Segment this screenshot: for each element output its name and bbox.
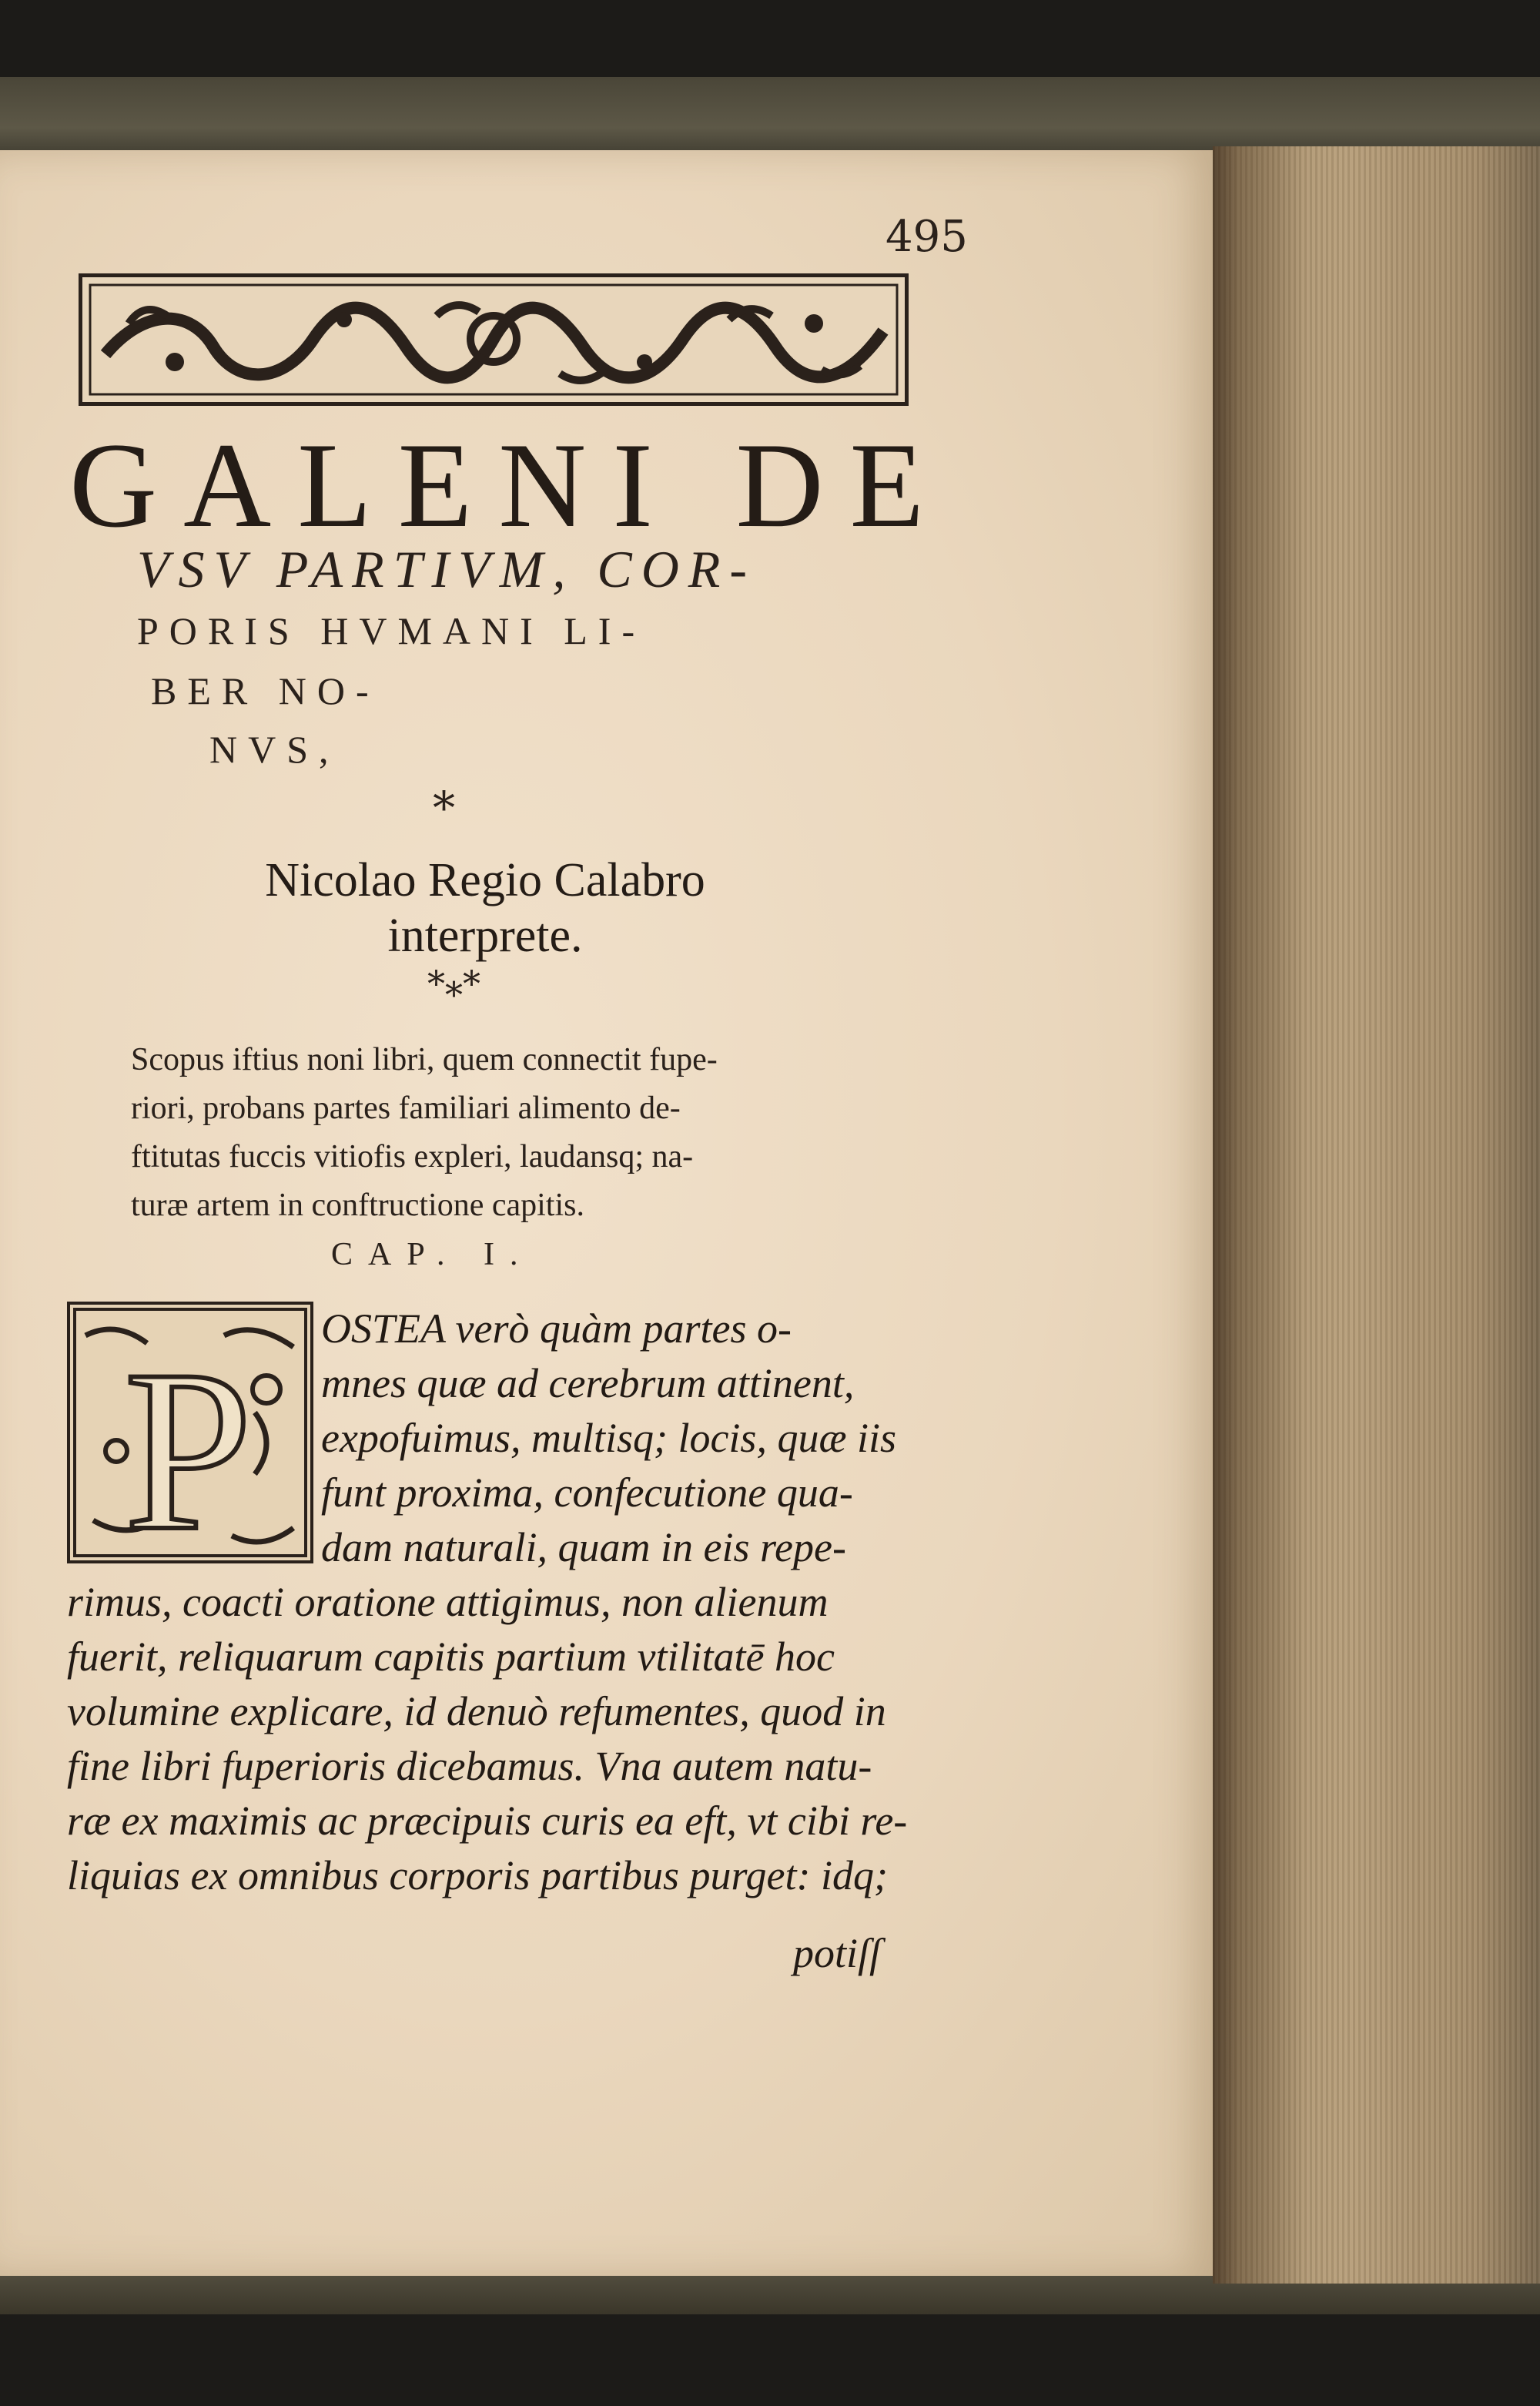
chapter-summary bbox=[131, 1036, 909, 1230]
summary-line: ftitutas fuccis vitiofis expleri, laudansq; na- bbox=[131, 1139, 694, 1175]
asterism: *⁎* bbox=[427, 963, 480, 1004]
body-line: rimus, coacti oratione attigimus, non alienum bbox=[67, 1579, 829, 1625]
initial-letter: P bbox=[124, 1322, 253, 1560]
chapter-heading: CAP. I. bbox=[331, 1237, 534, 1272]
subtitle-line-3: BER NO- bbox=[151, 669, 380, 712]
body-line: OSTEA verò quàm partes o- bbox=[321, 1305, 792, 1352]
catchword: potiſſ bbox=[793, 1930, 882, 1976]
page-fore-edge bbox=[1213, 146, 1540, 2284]
body-line: volumine explicare, id denuò refumentes, quod in bbox=[67, 1688, 886, 1734]
body-line: funt proxima, confecutione qua- bbox=[321, 1469, 853, 1516]
subtitle-line-4: NVS, bbox=[209, 728, 340, 771]
translator-line-1: Nicolao Regio Calabro bbox=[265, 854, 705, 906]
summary-line: riori, probans partes familiari alimento de- bbox=[131, 1091, 681, 1126]
ornament-star: * bbox=[433, 782, 455, 834]
body-text bbox=[67, 1302, 914, 1903]
subtitle-line-2: PORIS HVMANI LI- bbox=[137, 609, 646, 652]
summary-line: Scopus iftius noni libri, quem connectit fupe- bbox=[131, 1042, 718, 1077]
ornamental-headpiece bbox=[79, 273, 909, 406]
body-line: liquias ex omnibus corporis partibus purget: idq; bbox=[67, 1852, 888, 1898]
page-number: 495 bbox=[886, 212, 968, 262]
body-line: ræ ex maximis ac præcipuis curis ea eft, vt cibi re- bbox=[67, 1798, 908, 1844]
body-line: mnes quæ ad cerebrum attinent, bbox=[321, 1360, 855, 1406]
book-title: GALENI DE bbox=[69, 418, 951, 553]
body-line: expofuimus, multisq; locis, quæ iis bbox=[321, 1415, 896, 1461]
summary-line: turæ artem in conftructione capitis. bbox=[131, 1188, 584, 1223]
body-line: fuerit, reliquarum capitis partium vtilitatē hoc bbox=[67, 1634, 835, 1680]
body-line: fine libri fuperioris dicebamus. Vna autem natu- bbox=[67, 1743, 872, 1789]
subtitle-line-1: VSV PARTIVM, COR- bbox=[137, 540, 756, 598]
translator-line-2: interprete. bbox=[387, 910, 583, 962]
body-line: dam naturali, quam in eis repe- bbox=[321, 1524, 846, 1570]
